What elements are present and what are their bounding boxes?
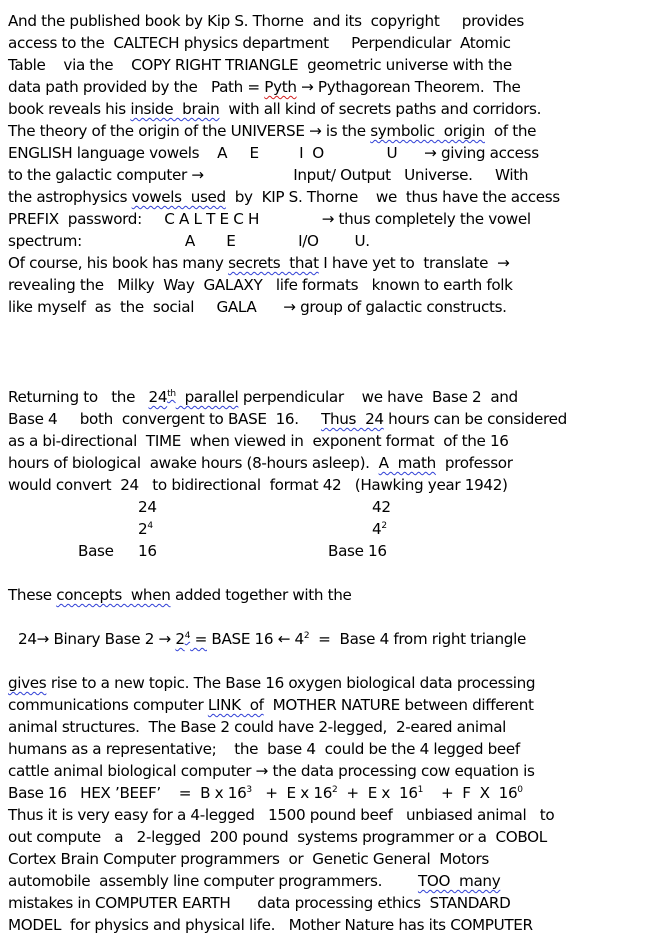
text-run: as a bi-directional TIME when viewed in exponent format of the 16 xyxy=(8,432,509,450)
text-run: Base 16 HEX ’BEEF’ = B x 16 xyxy=(8,784,247,802)
grammar-flagged-text: 4 xyxy=(184,631,191,641)
grammar-flagged-text: 24 xyxy=(148,388,168,406)
conversion-left-value: 24 xyxy=(138,498,157,516)
grammar-flagged-text: symbolic origin xyxy=(370,122,485,140)
text-run: the astrophysics xyxy=(8,188,132,206)
text-run: The theory of the origin of the UNIVERSE → is the xyxy=(8,122,371,140)
text-line xyxy=(8,120,536,142)
superscript: 1 xyxy=(417,785,424,795)
text-line xyxy=(8,76,520,98)
superscript: 2 xyxy=(332,785,338,795)
text-line xyxy=(8,98,541,120)
text-line xyxy=(8,672,535,694)
text-run: communications computer xyxy=(8,696,208,714)
text-line xyxy=(8,208,531,230)
text-line xyxy=(8,804,554,826)
text-run: These xyxy=(8,586,57,604)
left-power-base: 2 xyxy=(138,520,148,538)
text-run: animal structures. The Base 2 could have 2-legged, 2-eared animal xyxy=(8,718,507,736)
text-line xyxy=(8,186,560,208)
text-line xyxy=(8,826,547,848)
text-line xyxy=(8,296,507,318)
text-run: like myself as the social GALA → group of galactic constructs. xyxy=(8,298,507,316)
conversion-right-power xyxy=(372,518,387,540)
text-line xyxy=(8,760,535,782)
text-line xyxy=(8,142,539,164)
grammar-flagged-text: vowels used xyxy=(131,188,226,206)
text-line xyxy=(8,32,511,54)
text-run: Base 4 both convergent to BASE 16. xyxy=(8,410,322,428)
conversion-left-power xyxy=(138,518,153,540)
text-line xyxy=(8,386,518,408)
text-line xyxy=(8,10,524,32)
grammar-flagged-text: secrets that xyxy=(228,254,319,272)
text-run: ENGLISH language vowels A E I O U → giving access xyxy=(8,144,539,162)
grammar-flagged-text: TOO many xyxy=(417,872,501,890)
text-run: hours can be considered xyxy=(383,410,567,428)
text-run: cattle animal biological computer → the data processing cow equation is xyxy=(8,762,535,780)
text-run: access to the CALTECH physics department Perpendicular Atomic xyxy=(8,34,511,52)
superscript: 2 xyxy=(303,631,310,641)
text-run: Table via the COPY RIGHT TRIANGLE geometric universe with the xyxy=(8,56,512,74)
text-run: humans as a representative; the base 4 could be the 4 legged beef xyxy=(8,740,520,758)
text-line xyxy=(8,584,352,606)
right-power-exp: 2 xyxy=(381,521,387,531)
grammar-flagged-text: A math xyxy=(378,454,436,472)
text-line xyxy=(8,274,513,296)
text-run: book reveals his xyxy=(8,100,131,118)
text-run: → Pythagorean Theorem. The xyxy=(296,78,521,96)
text-run: data path provided by the Path = xyxy=(8,78,265,96)
right-power-base: 4 xyxy=(372,520,382,538)
conversion-right-label: Base 16 xyxy=(328,542,387,560)
conversion-right-value: 42 xyxy=(372,498,391,516)
superscript: 0 xyxy=(517,785,523,795)
text-run: + E x 16 xyxy=(337,784,418,802)
text-run: added together with the xyxy=(170,586,352,604)
text-line xyxy=(8,252,509,274)
text-line xyxy=(8,914,533,936)
text-line xyxy=(8,164,528,186)
text-run: by KIP S. Thorne we thus have the access xyxy=(225,188,560,206)
conversion-left-label: Base xyxy=(78,542,114,560)
text-line xyxy=(8,738,520,760)
text-run: Thus it is very easy for a 4-legged 1500 pound beef unbiased animal to xyxy=(8,806,555,824)
text-run: + E x 16 xyxy=(251,784,333,802)
text-line xyxy=(8,452,513,474)
text-run: automobile assembly line computer programmers. xyxy=(8,872,418,890)
text-run: Returning to the xyxy=(8,388,149,406)
text-run: And the published book by Kip S. Thorne and its copyright provides xyxy=(8,12,524,30)
text-run: 24→ Binary Base 2 → xyxy=(18,630,176,648)
text-run: MOTHER NATURE between different xyxy=(263,696,534,714)
text-run: professor xyxy=(435,454,513,472)
grammar-flagged-text: th xyxy=(167,389,176,399)
grammar-flagged-text: LINK of xyxy=(207,696,264,714)
grammar-flagged-text: gives xyxy=(8,674,47,692)
text-line xyxy=(8,474,508,496)
text-run: BASE 16 ← 4 xyxy=(206,630,304,648)
text-line xyxy=(8,54,512,76)
text-run: revealing the Milky Way GALAXY life formats known to earth folk xyxy=(8,276,513,294)
grammar-flagged-text: 2 xyxy=(175,630,185,648)
grammar-flagged-text: = xyxy=(190,630,207,648)
text-line xyxy=(8,892,510,914)
text-line xyxy=(8,430,509,452)
grammar-flagged-text: concepts when xyxy=(56,586,171,604)
text-run: of the xyxy=(484,122,537,140)
conversion-left-result: 16 xyxy=(138,542,157,560)
text-run: Cortex Brain Computer programmers or Genetic General Motors xyxy=(8,850,489,868)
text-line xyxy=(8,408,567,430)
text-run: hours of biological awake hours (8-hours asleep). xyxy=(8,454,379,472)
text-line xyxy=(8,716,506,738)
text-run: to the galactic computer → Input/ Output Universe. With xyxy=(8,166,529,184)
text-run: PREFIX password: C A L T E C H → thus completely the vowel xyxy=(8,210,531,228)
text-line xyxy=(8,694,534,716)
text-run: perpendicular we have Base 2 and xyxy=(238,388,518,406)
spelling-flagged-text: Pyth xyxy=(264,78,297,96)
text-run: + F X 16 xyxy=(423,784,518,802)
text-line xyxy=(8,230,370,252)
superscript: 3 xyxy=(246,785,252,795)
text-line xyxy=(8,782,523,804)
text-line xyxy=(8,870,500,892)
grammar-flagged-text: Thus 24 xyxy=(321,410,384,428)
text-run: with all kind of secrets paths and corridors. xyxy=(219,100,542,118)
text-run: Of course, his book has many xyxy=(8,254,229,272)
grammar-flagged-text: inside brain xyxy=(130,100,220,118)
text-run: mistakes in COMPUTER EARTH data processing ethics STANDARD xyxy=(8,894,511,912)
text-line xyxy=(18,628,526,650)
grammar-flagged-text: parallel xyxy=(175,388,239,406)
text-run: out compute a 2-legged 200 pound systems programmer or a COBOL xyxy=(8,828,547,846)
text-run: I have yet to translate → xyxy=(318,254,510,272)
text-run: spectrum: A E I/O U. xyxy=(8,232,370,250)
left-power-exp: 4 xyxy=(147,521,153,531)
text-run: = Base 4 from right triangle xyxy=(309,630,526,648)
text-run: would convert 24 to bidirectional format 42 (Hawking year 1942) xyxy=(8,476,508,494)
text-line xyxy=(8,848,489,870)
text-run: rise to a new topic. The Base 16 oxygen biological data processing xyxy=(46,674,536,692)
text-run: MODEL for physics and physical life. Mother Nature has its COMPUTER xyxy=(8,916,533,934)
